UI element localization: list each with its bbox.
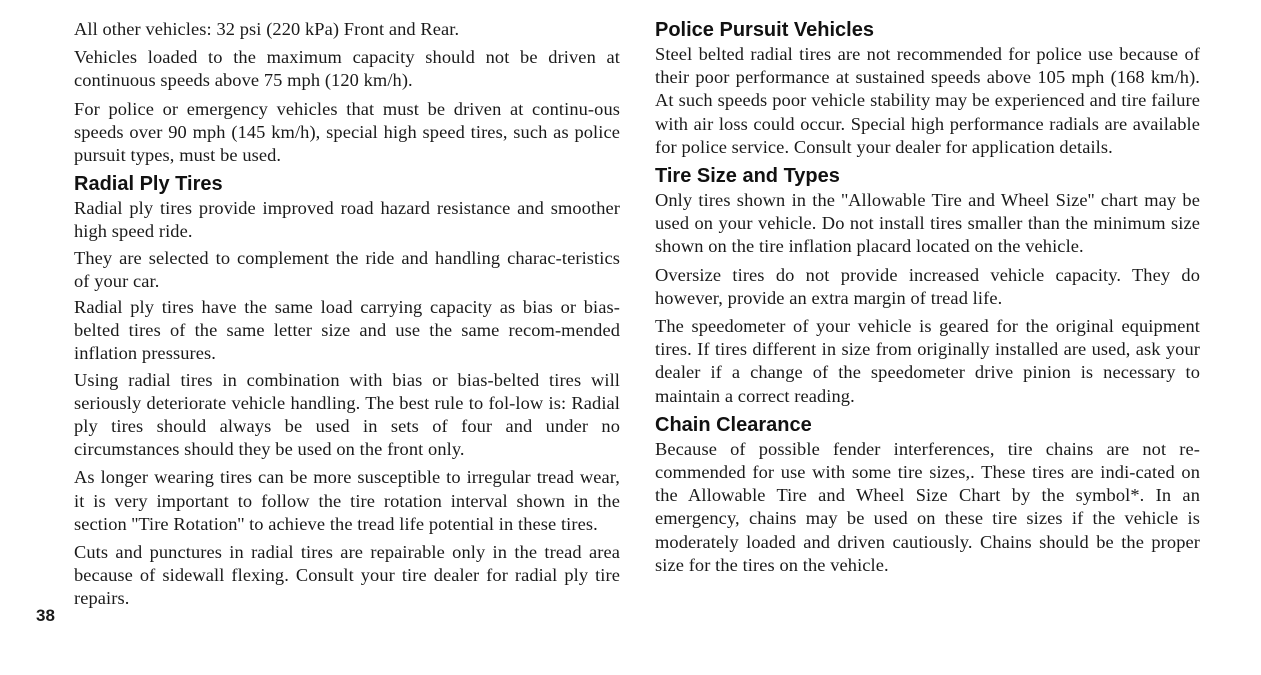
page-number: 38 (36, 606, 55, 625)
paragraph-cuts-punctures: Cuts and punctures in radial tires are repairable only in the tread area because of sidewall flexing. Consult your tire dealer for radial ply tire repairs. (74, 542, 620, 609)
heading-tire-size-types: Tire Size and Types (655, 165, 840, 188)
paragraph-tread-wear: As longer wearing tires can be more susceptible to irregular tread wear, it is very important to follow the tire rotation interval shown in the section ''Tire Rotation'' to achieve the tread life potential in these tires. (74, 467, 620, 534)
paragraph-police-emergency: For police or emergency vehicles that must be driven at continu-ous speeds over 90 mph (145 km/h), special high speed tires, such as police pursuit types, must be used. (74, 98, 620, 166)
paragraph-chains: Because of possible fender interferences, tire chains are not re-commended for use with some tire sizes,. These tires are indi-cated on the Allowable Tire and Wheel Size Chart by the symbol*. In an emergency, chains may be used on these tire sizes if the vehicle is moderately loaded and driven cautiously. Chains should be the proper size for the tires on the vehicle. (655, 438, 1200, 575)
heading-police-pursuit: Police Pursuit Vehicles (655, 19, 874, 41)
right-column (655, 18, 1200, 582)
paragraph-speedometer: The speedometer of your vehicle is geared for the original equipment tires. If tires different in size from originally installed are used, ask your dealer if a change of the speedometer drive pinion is necessary to maintain a correct reading. (655, 316, 1200, 406)
paragraph-radial-combination: Using radial tires in combination with bias or bias-belted tires will seriously deteriorate vehicle handling. The best rule to fol-low is: Radial ply tires should always be used in sets of four and under no circumstances should they be used on the front only. (74, 369, 620, 460)
paragraph-police-tires: Steel belted radial tires are not recommended for police use because of their poor performance at sustained speeds above 105 mph (168 km/h). At such speeds poor vehicle stability may be experienced and tire failure with air loss could occur. Special high performance radials are available for police service. Consult your dealer for application details. (655, 44, 1200, 157)
left-column (74, 18, 620, 616)
paragraph-oversize: Oversize tires do not provide increased vehicle capacity. They do however, provide an extra margin of tread life. (655, 264, 1200, 308)
paragraph-max-capacity: Vehicles loaded to the maximum capacity should not be driven at continuous speeds above 75 mph (120 km/h). (74, 47, 620, 91)
paragraph-front-rear-pressure: All other vehicles: 32 psi (220 kPa) Front and Rear. (74, 19, 460, 39)
paragraph-radial-load: Radial ply tires have the same load carrying capacity as bias or bias-belted tires of the same letter size and use the same recom-mended inflation pressures. (74, 297, 620, 364)
paragraph-allowable-size: Only tires shown in the ''Allowable Tire and Wheel Size'' chart may be used on your vehicle. Do not install tires smaller than the minimum size shown on the tire inflation placard located on the vehicle. (655, 190, 1200, 257)
heading-chain-clearance: Chain Clearance (655, 413, 812, 436)
paragraph-radial-benefits: Radial ply tires provide improved road hazard resistance and smoother high speed ride. (74, 198, 620, 242)
paragraph-radial-selection: They are selected to complement the ride and handling charac-teristics of your car. (74, 247, 620, 291)
heading-radial-ply-tires: Radial Ply Tires (74, 173, 223, 196)
